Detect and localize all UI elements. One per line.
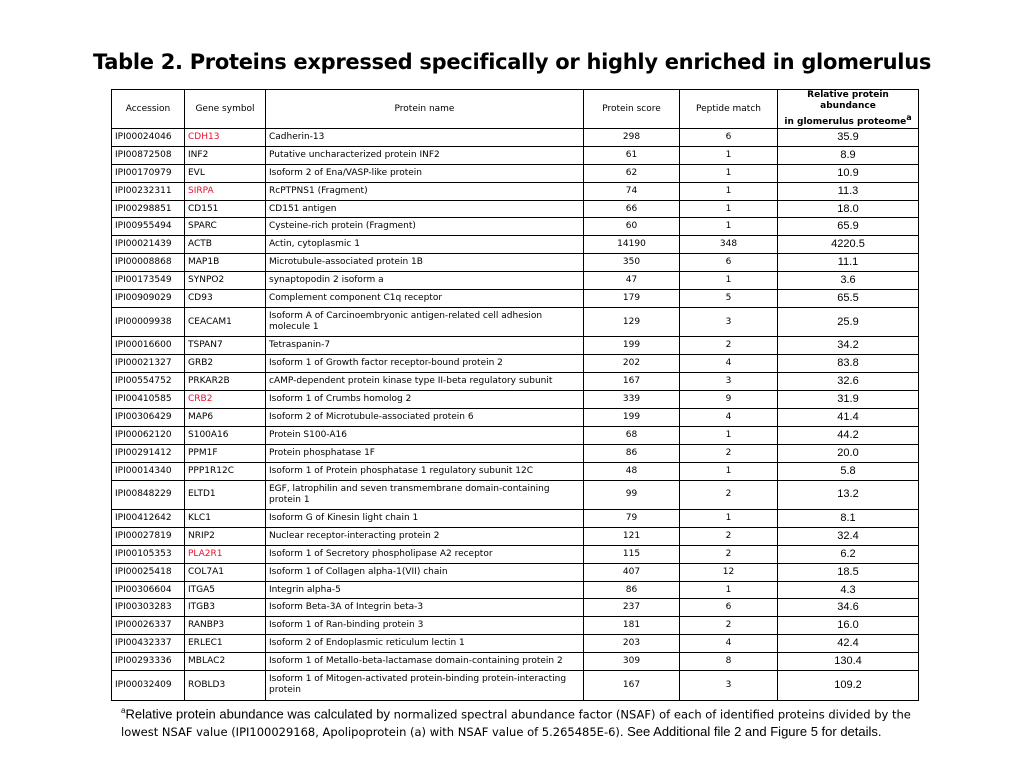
header-gene-symbol: Gene symbol <box>185 90 266 129</box>
accession-cell: IPI00026337 <box>112 617 185 635</box>
accession-cell: IPI00024046 <box>112 129 185 147</box>
protein-score-cell: 203 <box>584 635 680 653</box>
abundance-cell: 83.8 <box>778 355 919 373</box>
peptide-match-cell: 1 <box>680 200 778 218</box>
accession-cell: IPI00291412 <box>112 444 185 462</box>
abundance-cell: 25.9 <box>778 307 919 337</box>
table-row <box>112 236 919 254</box>
accession-cell: IPI00027819 <box>112 527 185 545</box>
accession-cell: IPI00872508 <box>112 146 185 164</box>
protein-name-cell: Microtubule-associated protein 1B <box>266 254 584 272</box>
table-row <box>112 671 919 701</box>
table-row <box>112 617 919 635</box>
abundance-cell: 3.6 <box>778 272 919 290</box>
accession-cell: IPI00032409 <box>112 671 185 701</box>
protein-name-cell: CD151 antigen <box>266 200 584 218</box>
protein-name-cell: Isoform 1 of Protein phosphatase 1 regulatory subunit 12C <box>266 462 584 480</box>
table-row <box>112 355 919 373</box>
protein-name-cell: Isoform 2 of Ena/VASP-like protein <box>266 164 584 182</box>
table-row <box>112 635 919 653</box>
accession-cell: IPI00298851 <box>112 200 185 218</box>
table-row <box>112 599 919 617</box>
gene-symbol-cell: ITGA5 <box>185 581 266 599</box>
protein-score-cell: 179 <box>584 290 680 308</box>
table-row <box>112 182 919 200</box>
protein-name-cell: Isoform 2 of Endoplasmic reticulum lectin 1 <box>266 635 584 653</box>
protein-name-cell: synaptopodin 2 isoform a <box>266 272 584 290</box>
protein-name-cell: Integrin alpha-5 <box>266 581 584 599</box>
protein-score-cell: 115 <box>584 545 680 563</box>
footnote <box>121 702 911 741</box>
table-row <box>112 164 919 182</box>
table-body <box>112 129 919 701</box>
header-protein-score: Protein score <box>584 90 680 129</box>
peptide-match-cell: 1 <box>680 164 778 182</box>
peptide-match-cell: 1 <box>680 426 778 444</box>
gene-symbol-cell: ROBLD3 <box>185 671 266 701</box>
abundance-cell: 20.0 <box>778 444 919 462</box>
accession-cell: IPI00955494 <box>112 218 185 236</box>
proteins-table <box>111 89 919 701</box>
peptide-match-cell: 1 <box>680 510 778 528</box>
abundance-cell: 10.9 <box>778 164 919 182</box>
protein-name-cell: Actin, cytoplasmic 1 <box>266 236 584 254</box>
protein-score-cell: 309 <box>584 653 680 671</box>
table-row <box>112 373 919 391</box>
protein-score-cell: 60 <box>584 218 680 236</box>
protein-score-cell: 74 <box>584 182 680 200</box>
protein-name-cell: Nuclear receptor-interacting protein 2 <box>266 527 584 545</box>
gene-symbol-cell: RANBP3 <box>185 617 266 635</box>
peptide-match-cell: 5 <box>680 290 778 308</box>
table-row <box>112 218 919 236</box>
peptide-match-cell: 2 <box>680 444 778 462</box>
protein-name-cell: Isoform 2 of Microtubule-associated protein 6 <box>266 408 584 426</box>
protein-name-cell: Protein phosphatase 1F <box>266 444 584 462</box>
abundance-cell: 4.3 <box>778 581 919 599</box>
protein-score-cell: 48 <box>584 462 680 480</box>
gene-symbol-cell: SYNPO2 <box>185 272 266 290</box>
protein-score-cell: 339 <box>584 391 680 409</box>
gene-symbol-cell: GRB2 <box>185 355 266 373</box>
accession-cell: IPI00105353 <box>112 545 185 563</box>
peptide-match-cell: 4 <box>680 635 778 653</box>
abundance-cell: 32.6 <box>778 373 919 391</box>
table-row <box>112 653 919 671</box>
abundance-cell: 5.8 <box>778 462 919 480</box>
peptide-match-cell: 12 <box>680 563 778 581</box>
gene-symbol-cell: CD151 <box>185 200 266 218</box>
abundance-cell: 130.4 <box>778 653 919 671</box>
protein-name-cell: EGF, latrophilin and seven transmembrane domain-containing protein 1 <box>266 480 584 510</box>
accession-cell: IPI00173549 <box>112 272 185 290</box>
peptide-match-cell: 3 <box>680 307 778 337</box>
table-row <box>112 480 919 510</box>
protein-name-cell: Isoform 1 of Growth factor receptor-bound protein 2 <box>266 355 584 373</box>
protein-score-cell: 86 <box>584 581 680 599</box>
accession-cell: IPI00008868 <box>112 254 185 272</box>
peptide-match-cell: 1 <box>680 462 778 480</box>
peptide-match-cell: 1 <box>680 272 778 290</box>
protein-name-cell: Isoform 1 of Collagen alpha-1(VII) chain <box>266 563 584 581</box>
header-accession: Accession <box>112 90 185 129</box>
accession-cell: IPI00306429 <box>112 408 185 426</box>
protein-score-cell: 199 <box>584 337 680 355</box>
gene-symbol-cell: CEACAM1 <box>185 307 266 337</box>
gene-symbol-cell: MBLAC2 <box>185 653 266 671</box>
abundance-cell: 32.4 <box>778 527 919 545</box>
abundance-cell: 31.9 <box>778 391 919 409</box>
abundance-cell: 35.9 <box>778 129 919 147</box>
abundance-cell: 13.2 <box>778 480 919 510</box>
peptide-match-cell: 6 <box>680 599 778 617</box>
protein-score-cell: 407 <box>584 563 680 581</box>
gene-symbol-cell: NRIP2 <box>185 527 266 545</box>
abundance-cell: 6.2 <box>778 545 919 563</box>
protein-name-cell: Putative uncharacterized protein INF2 <box>266 146 584 164</box>
abundance-cell: 18.5 <box>778 563 919 581</box>
table-row <box>112 462 919 480</box>
abundance-cell: 4220.5 <box>778 236 919 254</box>
gene-symbol-cell: ERLEC1 <box>185 635 266 653</box>
table-row <box>112 290 919 308</box>
gene-symbol-cell: INF2 <box>185 146 266 164</box>
accession-cell: IPI00432337 <box>112 635 185 653</box>
abundance-cell: 11.3 <box>778 182 919 200</box>
accession-cell: IPI00909029 <box>112 290 185 308</box>
protein-score-cell: 66 <box>584 200 680 218</box>
accession-cell: IPI00025418 <box>112 563 185 581</box>
protein-name-cell: Isoform 1 of Metallo-beta-lactamase domain-containing protein 2 <box>266 653 584 671</box>
abundance-cell: 8.9 <box>778 146 919 164</box>
peptide-match-cell: 2 <box>680 527 778 545</box>
peptide-match-cell: 6 <box>680 129 778 147</box>
peptide-match-cell: 2 <box>680 480 778 510</box>
table-row <box>112 545 919 563</box>
protein-name-cell: Isoform A of Carcinoembryonic antigen-related cell adhesion molecule 1 <box>266 307 584 337</box>
footnote-part2: normalized spectral abundance factor (NSAF) of each of identified proteins divided by the lowest NSAF value (IPI100029168, Apolipoprotein (a) with NSAF value of 5.265485E-6) <box>121 707 911 740</box>
protein-name-cell: Cadherin-13 <box>266 129 584 147</box>
table-row <box>112 581 919 599</box>
gene-symbol-cell: CRB2 <box>185 391 266 409</box>
protein-name-cell: Isoform 1 of Secretory phospholipase A2 receptor <box>266 545 584 563</box>
abundance-cell: 44.2 <box>778 426 919 444</box>
peptide-match-cell: 3 <box>680 373 778 391</box>
gene-symbol-cell: CD93 <box>185 290 266 308</box>
peptide-match-cell: 1 <box>680 581 778 599</box>
peptide-match-cell: 1 <box>680 182 778 200</box>
accession-cell: IPI00021439 <box>112 236 185 254</box>
gene-symbol-cell: KLC1 <box>185 510 266 528</box>
abundance-cell: 65.9 <box>778 218 919 236</box>
peptide-match-cell: 3 <box>680 671 778 701</box>
abundance-cell: 109.2 <box>778 671 919 701</box>
gene-symbol-cell: TSPAN7 <box>185 337 266 355</box>
abundance-cell: 8.1 <box>778 510 919 528</box>
table-row <box>112 129 919 147</box>
abundance-cell: 41.4 <box>778 408 919 426</box>
gene-symbol-cell: SPARC <box>185 218 266 236</box>
gene-symbol-cell: PRKAR2B <box>185 373 266 391</box>
protein-name-cell: Complement component C1q receptor <box>266 290 584 308</box>
gene-symbol-cell: MAP1B <box>185 254 266 272</box>
protein-name-cell: Isoform G of Kinesin light chain 1 <box>266 510 584 528</box>
protein-score-cell: 86 <box>584 444 680 462</box>
gene-symbol-cell: ITGB3 <box>185 599 266 617</box>
footnote-part3: . See Additional file 2 and Figure 5 for details. <box>619 724 882 740</box>
protein-name-cell: Isoform 1 of Crumbs homolog 2 <box>266 391 584 409</box>
abundance-cell: 16.0 <box>778 617 919 635</box>
accession-cell: IPI00306604 <box>112 581 185 599</box>
table-row <box>112 563 919 581</box>
peptide-match-cell: 9 <box>680 391 778 409</box>
accession-cell: IPI00016600 <box>112 337 185 355</box>
accession-cell: IPI00170979 <box>112 164 185 182</box>
gene-symbol-cell: ELTD1 <box>185 480 266 510</box>
accession-cell: IPI00014340 <box>112 462 185 480</box>
gene-symbol-cell: MAP6 <box>185 408 266 426</box>
gene-symbol-cell: SIRPA <box>185 182 266 200</box>
peptide-match-cell: 4 <box>680 355 778 373</box>
accession-cell: IPI00232311 <box>112 182 185 200</box>
table-row <box>112 426 919 444</box>
abundance-cell: 42.4 <box>778 635 919 653</box>
protein-score-cell: 47 <box>584 272 680 290</box>
protein-score-cell: 62 <box>584 164 680 182</box>
table-header-row <box>112 90 919 129</box>
abundance-cell: 18.0 <box>778 200 919 218</box>
peptide-match-cell: 2 <box>680 337 778 355</box>
peptide-match-cell: 8 <box>680 653 778 671</box>
abundance-cell: 65.5 <box>778 290 919 308</box>
gene-symbol-cell: COL7A1 <box>185 563 266 581</box>
protein-name-cell: Isoform Beta-3A of Integrin beta-3 <box>266 599 584 617</box>
gene-symbol-cell: EVL <box>185 164 266 182</box>
table-row <box>112 254 919 272</box>
protein-score-cell: 202 <box>584 355 680 373</box>
accession-cell: IPI00412642 <box>112 510 185 528</box>
peptide-match-cell: 348 <box>680 236 778 254</box>
peptide-match-cell: 1 <box>680 146 778 164</box>
protein-score-cell: 68 <box>584 426 680 444</box>
header-relative-abundance <box>778 90 919 129</box>
table-row <box>112 337 919 355</box>
protein-score-cell: 79 <box>584 510 680 528</box>
footnote-marker: a <box>121 706 126 715</box>
table-row <box>112 510 919 528</box>
protein-name-cell: Protein S100-A16 <box>266 426 584 444</box>
header-abundance-line2: in glomerulus proteome <box>784 117 907 127</box>
protein-score-cell: 298 <box>584 129 680 147</box>
table-row <box>112 307 919 337</box>
protein-score-cell: 129 <box>584 307 680 337</box>
accession-cell: IPI00848229 <box>112 480 185 510</box>
table-row <box>112 408 919 426</box>
protein-name-cell: cAMP-dependent protein kinase type II-beta regulatory subunit <box>266 373 584 391</box>
protein-name-cell: RcPTPNS1 (Fragment) <box>266 182 584 200</box>
table-row <box>112 527 919 545</box>
footnote-part1: Relative protein abundance was calculated by <box>125 706 394 722</box>
table-row <box>112 444 919 462</box>
protein-name-cell: Tetraspanin-7 <box>266 337 584 355</box>
protein-score-cell: 121 <box>584 527 680 545</box>
header-protein-name: Protein name <box>266 90 584 129</box>
accession-cell: IPI00009938 <box>112 307 185 337</box>
protein-score-cell: 167 <box>584 671 680 701</box>
page-title: Table 2. Proteins expressed specifically or highly enriched in glomerulus <box>92 50 932 74</box>
accession-cell: IPI00554752 <box>112 373 185 391</box>
accession-cell: IPI00410585 <box>112 391 185 409</box>
gene-symbol-cell: PPM1F <box>185 444 266 462</box>
accession-cell: IPI00062120 <box>112 426 185 444</box>
abundance-cell: 34.2 <box>778 337 919 355</box>
abundance-cell: 34.6 <box>778 599 919 617</box>
gene-symbol-cell: ACTB <box>185 236 266 254</box>
protein-score-cell: 167 <box>584 373 680 391</box>
table-row <box>112 200 919 218</box>
peptide-match-cell: 1 <box>680 218 778 236</box>
table-row <box>112 146 919 164</box>
peptide-match-cell: 2 <box>680 617 778 635</box>
header-peptide-match: Peptide match <box>680 90 778 129</box>
gene-symbol-cell: PLA2R1 <box>185 545 266 563</box>
accession-cell: IPI00021327 <box>112 355 185 373</box>
protein-score-cell: 199 <box>584 408 680 426</box>
abundance-cell: 11.1 <box>778 254 919 272</box>
protein-score-cell: 61 <box>584 146 680 164</box>
protein-name-cell: Isoform 1 of Ran-binding protein 3 <box>266 617 584 635</box>
gene-symbol-cell: PPP1R12C <box>185 462 266 480</box>
protein-score-cell: 237 <box>584 599 680 617</box>
peptide-match-cell: 2 <box>680 545 778 563</box>
protein-score-cell: 99 <box>584 480 680 510</box>
protein-score-cell: 350 <box>584 254 680 272</box>
protein-score-cell: 14190 <box>584 236 680 254</box>
accession-cell: IPI00293336 <box>112 653 185 671</box>
table-row <box>112 272 919 290</box>
peptide-match-cell: 4 <box>680 408 778 426</box>
gene-symbol-cell: S100A16 <box>185 426 266 444</box>
gene-symbol-cell: CDH13 <box>185 129 266 147</box>
protein-name-cell: Cysteine-rich protein (Fragment) <box>266 218 584 236</box>
table-row <box>112 391 919 409</box>
peptide-match-cell: 6 <box>680 254 778 272</box>
protein-score-cell: 181 <box>584 617 680 635</box>
accession-cell: IPI00303283 <box>112 599 185 617</box>
header-abundance-sup: a <box>906 113 912 122</box>
header-abundance-line1: Relative protein abundance <box>807 90 889 111</box>
protein-name-cell: Isoform 1 of Mitogen-activated protein-binding protein-interacting protein <box>266 671 584 701</box>
